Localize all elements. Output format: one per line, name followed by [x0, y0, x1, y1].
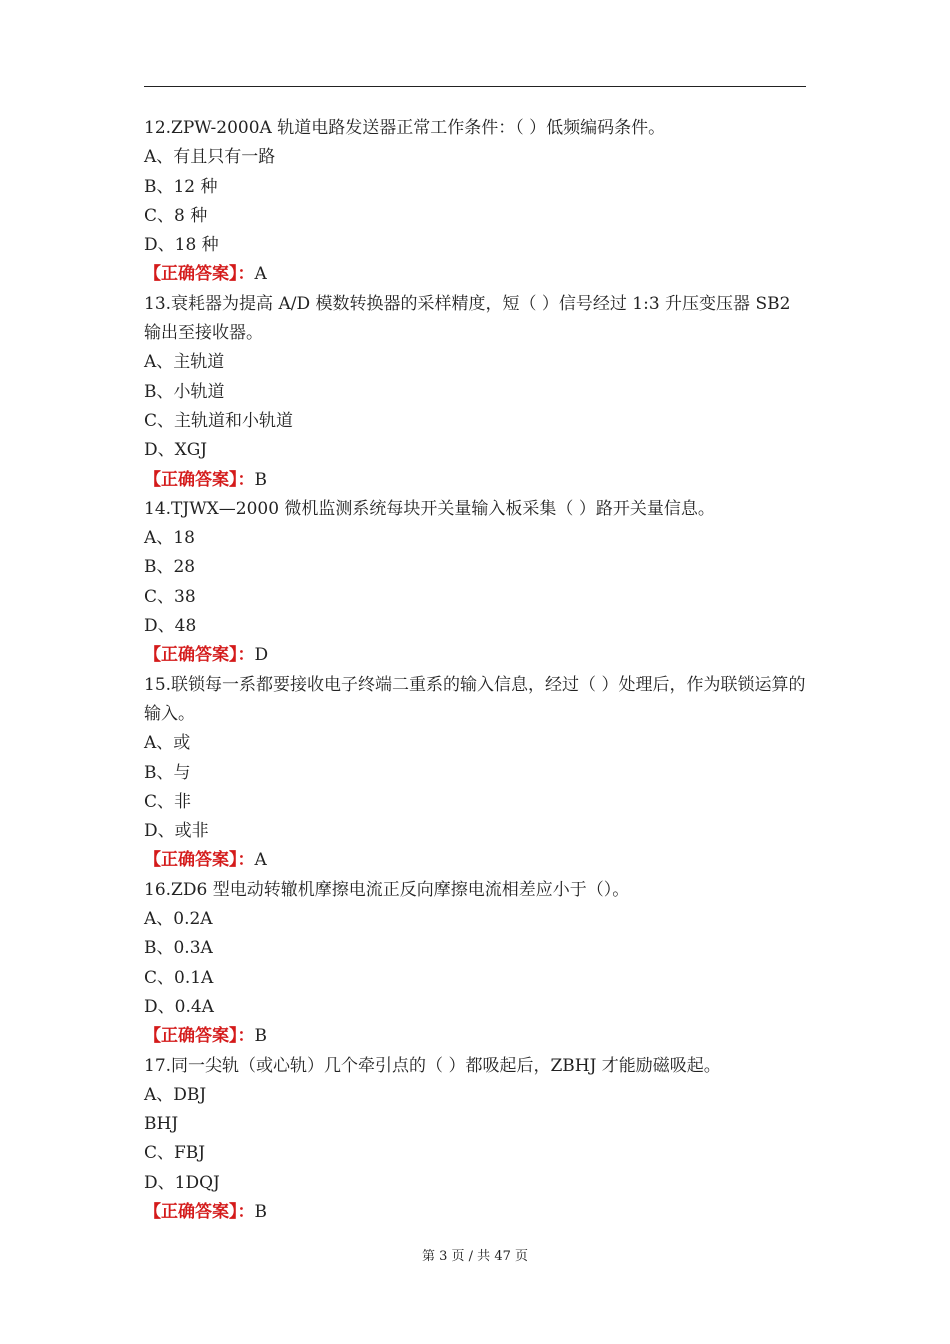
answer-value: D	[254, 645, 269, 666]
question-17	[144, 1052, 806, 1228]
option-b: BHJ	[144, 1114, 179, 1135]
question-15	[144, 671, 806, 876]
option-a: A、有且只有一路	[144, 147, 276, 168]
option-d: D、1DQJ	[144, 1172, 220, 1193]
question-stem: 17.同一尖轨（或心轨）几个牵引点的（ ）都吸起后，ZBHJ 才能励磁吸起。	[144, 1055, 721, 1076]
option-c: C、非	[144, 791, 192, 812]
question-16	[144, 876, 806, 1052]
option-d: D、XGJ	[144, 440, 208, 461]
option-c: C、FBJ	[144, 1143, 206, 1164]
option-a: A、18	[144, 528, 195, 549]
answer-line	[144, 1198, 806, 1227]
option-b: B、0.3A	[144, 938, 213, 959]
question-stem: 14.TJWX—2000 微机监测系统每块开关量输入板采集（ ）路开关量信息。	[144, 498, 715, 519]
page-footer: 第 3 页 / 共 47 页	[422, 1249, 528, 1264]
answer-label: 【正确答案】：	[144, 1026, 255, 1047]
question-list	[144, 114, 806, 1227]
answer-label: 【正确答案】：	[144, 645, 255, 666]
option-d: D、或非	[144, 821, 209, 842]
option-b: B、小轨道	[144, 381, 225, 402]
option-c: C、主轨道和小轨道	[144, 410, 294, 431]
answer-line	[144, 1022, 806, 1051]
question-12	[144, 114, 806, 290]
question-stem: 12.ZPW-2000A 轨道电路发送器正常工作条件：（ ）低频编码条件。	[144, 118, 666, 138]
option-b: B、与	[144, 762, 191, 783]
option-d: D、0.4A	[144, 996, 214, 1017]
question-stem: 15.联锁每一系都要接收电子终端二重系的输入信息，经过（ ）处理后，作为联锁运算的输入。	[144, 674, 806, 724]
option-a: A、或	[144, 733, 191, 754]
option-a: A、DBJ	[144, 1084, 207, 1105]
answer-value: A	[254, 264, 267, 285]
option-b: B、28	[144, 557, 196, 578]
option-d: D、18 种	[144, 235, 219, 256]
option-b: B、12 种	[144, 176, 218, 197]
option-a: A、0.2A	[144, 909, 213, 930]
header-rule	[144, 86, 806, 87]
question-stem: 13.衰耗器为提高 A/D 模数转换器的采样精度，短（ ）信号经过 1:3 升压变压器 SB2 输出至接收器。	[144, 293, 791, 344]
answer-line	[144, 260, 806, 289]
answer-line	[144, 846, 806, 875]
option-a: A、主轨道	[144, 352, 225, 373]
option-d: D、48	[144, 616, 197, 637]
answer-line	[144, 641, 806, 670]
option-c: C、38	[144, 586, 196, 607]
answer-value: B	[254, 1026, 267, 1047]
answer-value: B	[254, 1201, 267, 1222]
answer-value: A	[254, 850, 267, 871]
question-stem: 16.ZD6 型电动转辙机摩擦电流正反向摩擦电流相差应小于（）。	[144, 879, 630, 900]
question-14	[144, 495, 806, 671]
answer-line	[144, 466, 806, 495]
answer-label: 【正确答案】：	[144, 850, 255, 871]
option-c: C、8 种	[144, 205, 208, 226]
option-c: C、0.1A	[144, 967, 214, 988]
question-13	[144, 290, 806, 495]
answer-label: 【正确答案】：	[144, 469, 255, 490]
answer-label: 【正确答案】：	[144, 1201, 255, 1222]
answer-value: B	[254, 469, 267, 490]
answer-label: 【正确答案】：	[144, 264, 255, 285]
